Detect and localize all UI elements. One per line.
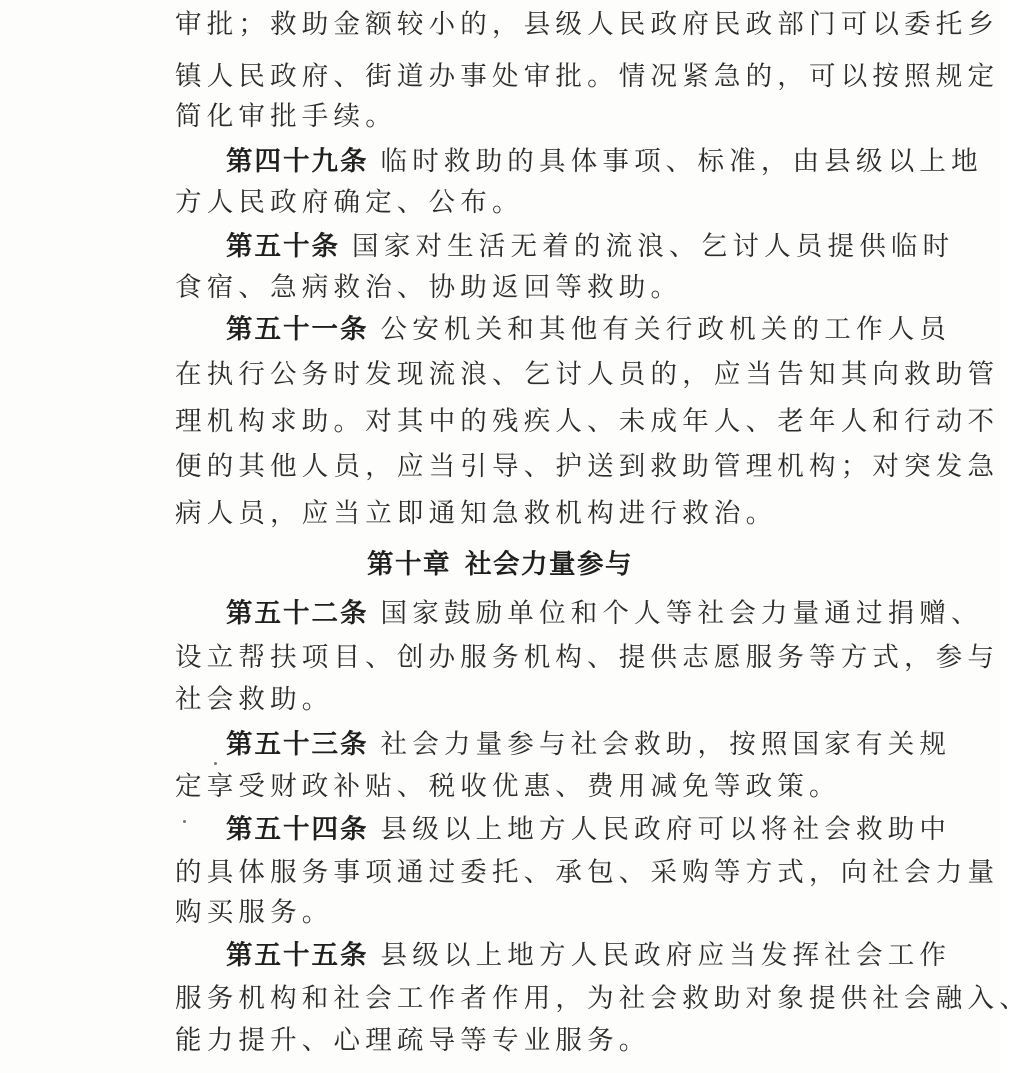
chapter-number: 第十章: [367, 549, 451, 580]
article-53-number: 第五十三条: [226, 729, 369, 760]
scan-speck: [214, 762, 217, 765]
article-49-first-line: [226, 145, 983, 179]
paragraph-line: 镇人民政府、街道办事处审批。情况紧急的，可以按照规定: [175, 61, 1000, 92]
article-51-number: 第五十一条: [226, 314, 369, 345]
article-53-text: 社会力量参与社会救助，按照国家有关规: [380, 729, 952, 760]
article-53-first-line: [226, 728, 952, 762]
paragraph-line: 病人员，应当立即通知急救机构进行救治。: [175, 498, 778, 529]
article-51-text: 公安机关和其他有关行政机关的工作人员: [380, 314, 952, 345]
paragraph-line: 购买服务。: [175, 897, 334, 928]
chapter-title: 社会力量参与: [465, 549, 633, 580]
paragraph-line: 审批；救助金额较小的，县级人民政府民政部门可以委托乡: [175, 9, 1000, 40]
article-55-first-line: [226, 939, 952, 973]
paragraph-line: 设立帮扶项目、创办服务机构、提供志愿服务等方式，参与: [175, 642, 1000, 673]
article-52-number: 第五十二条: [226, 598, 369, 629]
article-55-text: 县级以上地方人民政府应当发挥社会工作: [380, 940, 952, 971]
paragraph-line: 定享受财政补贴、税收优惠、费用减免等政策。: [175, 771, 841, 802]
article-50-number: 第五十条: [226, 231, 340, 262]
article-49-text: 临时救助的具体事项、标准，由县级以上地: [380, 146, 983, 177]
paragraph-line: 方人民政府确定、公布。: [175, 187, 524, 218]
article-51-first-line: [226, 313, 952, 347]
article-49-number: 第四十九条: [226, 146, 369, 177]
article-54-number: 第五十四条: [226, 814, 369, 845]
article-50-text: 国家对生活无着的流浪、乞讨人员提供临时: [352, 231, 955, 262]
article-55-number: 第五十五条: [226, 940, 369, 971]
article-52-text: 国家鼓励单位和个人等社会力量通过捐赠、: [380, 598, 983, 629]
paragraph-line: 食宿、急病救治、协助返回等救助。: [175, 272, 683, 303]
paragraph-line: 在执行公务时发现流浪、乞讨人员的，应当告知其向救助管: [175, 359, 1000, 390]
article-54-text: 县级以上地方人民政府可以将社会救助中: [380, 814, 952, 845]
paragraph-line: 社会救助。: [175, 684, 334, 715]
article-50-first-line: [226, 230, 955, 264]
paragraph-line: 理机构求助。对其中的残疾人、未成年人、老年人和行动不: [175, 406, 1000, 437]
article-52-first-line: [226, 597, 983, 631]
paragraph-line: 服务机构和社会工作者作用，为社会救助对象提供社会融入、: [175, 983, 1031, 1014]
paragraph-line: 便的其他人员，应当引导、护送到救助管理机构；对突发急: [175, 451, 1000, 482]
paragraph-line: 的具体服务事项通过委托、承包、采购等方式，向社会力量: [175, 857, 1000, 888]
paragraph-line: 简化审批手续。: [175, 101, 397, 132]
article-54-first-line: [226, 813, 952, 847]
paragraph-line: 能力提升、心理疏导等专业服务。: [175, 1025, 651, 1056]
chapter-heading: [0, 548, 1000, 582]
scan-speck: [183, 820, 186, 823]
